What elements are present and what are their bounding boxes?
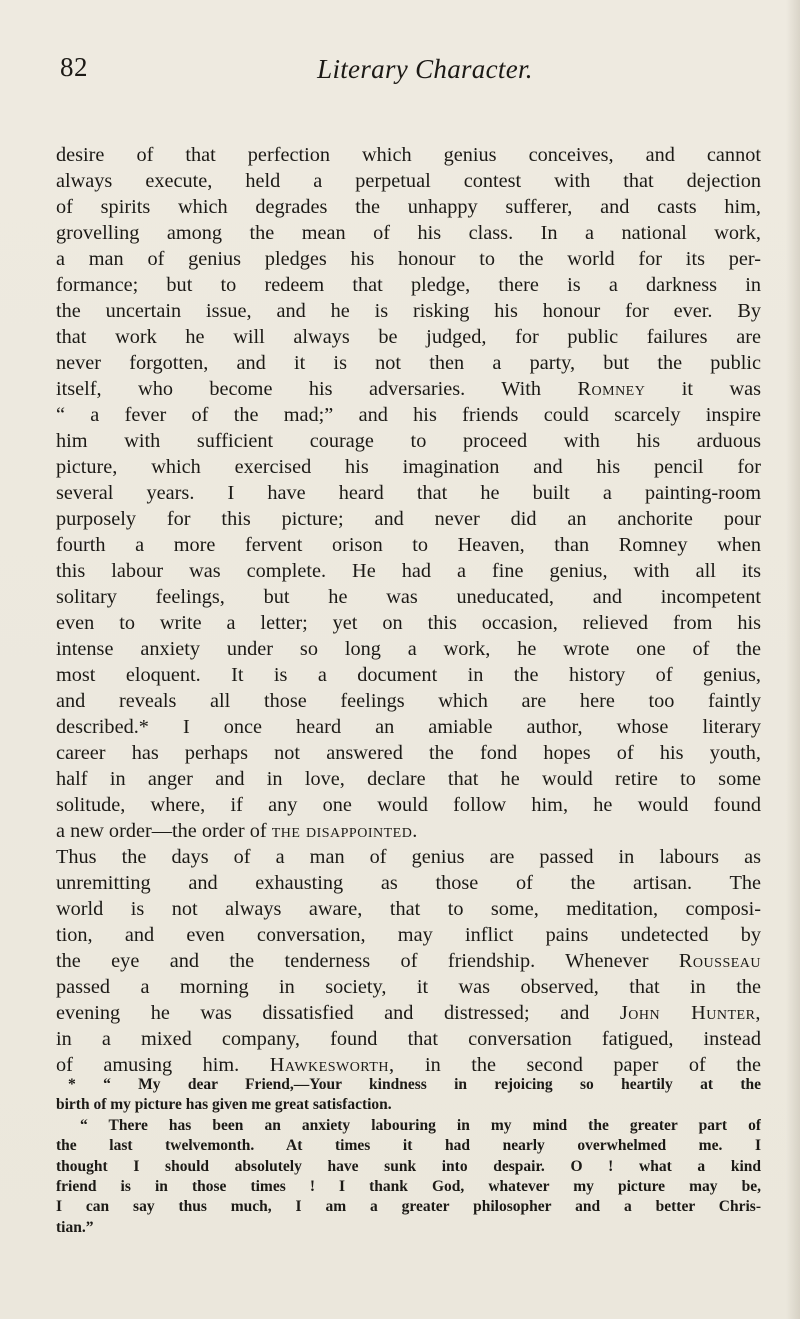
body-line: solitude, where, if any one would follow him, he would found <box>56 794 761 816</box>
body-line-text: a new order—the order of <box>56 820 272 842</box>
body-line-text: of amusing him. <box>56 1054 270 1076</box>
running-title: Literary Character. <box>317 54 533 84</box>
page-edge-shadow <box>786 0 800 1319</box>
name-rousseau: Rousseau <box>678 950 761 972</box>
body-line: a man of genius pledges his honour to the world for its per- <box>56 248 761 270</box>
body-line: passed a morning in society, it was observed, that in the <box>56 976 761 998</box>
footnote <box>56 1075 761 1238</box>
body-line-text: in the second paper of the <box>394 1054 761 1076</box>
body-line: intense anxiety under so long a work, he wrote one of the <box>56 638 761 660</box>
body-line: always execute, held a perpetual contest with that dejection <box>56 170 761 192</box>
body-line: the uncertain issue, and he is risking his honour for ever. By <box>56 300 761 322</box>
body-line: most eloquent. It is a document in the history of genius, <box>56 664 761 686</box>
body-line-text: the eye and the tenderness of friendship. Whenever <box>56 950 679 972</box>
body-line: fourth a more fervent orison to Heaven, than Romney when <box>56 534 761 556</box>
order-name: the disappointed. <box>271 820 418 842</box>
body-line: never forgotten, and it is not then a party, but the public <box>56 352 761 374</box>
name-romney: Romney <box>577 378 646 400</box>
body-text <box>56 142 761 1078</box>
body-line: world is not always aware, that to some, meditation, composi- <box>56 898 761 920</box>
footnote-line: * “ My dear Friend,—Your kindness in rejoicing so heartily at the <box>68 1076 761 1093</box>
body-line-text: evening he was dissatisfied and distressed; and <box>56 1002 620 1024</box>
footnote-line: birth of my picture has given me great satisfaction. <box>56 1096 392 1114</box>
body-line: formance; but to redeem that pledge, there is a darkness in <box>56 274 761 296</box>
body-line <box>56 1000 761 1026</box>
body-line: picture, which exercised his imagination and his pencil for <box>56 456 761 478</box>
body-line: desire of that perfection which genius conceives, and cannot <box>56 144 761 166</box>
footnote-line: “ There has been an anxiety labouring in my mind the greater part of <box>80 1116 761 1134</box>
footnote-line: thought I should absolutely have sunk into despair. O ! what a kind <box>56 1157 761 1175</box>
body-line: grovelling among the mean of his class. In a national work, <box>56 222 761 244</box>
body-line: Thus the days of a man of genius are passed in labours as <box>56 846 761 868</box>
body-line: him with sufficient courage to proceed with his arduous <box>56 430 761 452</box>
body-line: of spirits which degrades the unhappy sufferer, and casts him, <box>56 196 761 218</box>
body-line: solitary feelings, but he was uneducated, and incompetent <box>56 586 761 608</box>
body-line: described.* I once heard an amiable author, whose literary <box>56 716 761 738</box>
body-line-text: itself, who become his adversaries. With <box>56 378 578 400</box>
body-line: career has perhaps not answered the fond hopes of his youth, <box>56 742 761 764</box>
page-header <box>60 52 760 92</box>
body-line: that work he will always be judged, for public failures are <box>56 326 761 348</box>
footnote-line: the last twelvemonth. At times it had nearly overwhelmed me. I <box>56 1137 761 1155</box>
footnote-line: friend is in those times ! I thank God, whatever my picture may be, <box>56 1178 761 1196</box>
body-line: “ a fever of the mad;” and his friends could scarcely inspire <box>56 404 761 426</box>
body-line: this labour was complete. He had a fine genius, with all its <box>56 560 761 582</box>
body-line: and reveals all those feelings which are here too faintly <box>56 690 761 712</box>
name-hawkesworth: Hawkesworth, <box>269 1054 395 1076</box>
body-line: in a mixed company, found that conversation fatigued, instead <box>56 1028 761 1050</box>
body-line <box>56 948 761 974</box>
body-line: purposely for this picture; and never did an anchorite pour <box>56 508 761 530</box>
footnote-line: tian.” <box>56 1218 94 1236</box>
body-line <box>56 376 761 402</box>
body-line: tion, and even conversation, may inflict pains undetected by <box>56 924 761 946</box>
body-line: several years. I have heard that he built a painting-room <box>56 482 761 504</box>
page-number: 82 <box>60 52 88 82</box>
body-line: even to write a letter; yet on this occasion, relieved from his <box>56 612 761 634</box>
name-john-hunter: John Hunter, <box>619 1002 761 1024</box>
footnote-line: I can say thus much, I am a greater philosopher and a better Chris- <box>56 1198 761 1216</box>
body-line-text: it was <box>645 378 761 400</box>
body-line: half in anger and in love, declare that he would retire to some <box>56 768 761 790</box>
body-line <box>56 818 761 844</box>
body-line: unremitting and exhausting as those of the artisan. The <box>56 872 761 894</box>
